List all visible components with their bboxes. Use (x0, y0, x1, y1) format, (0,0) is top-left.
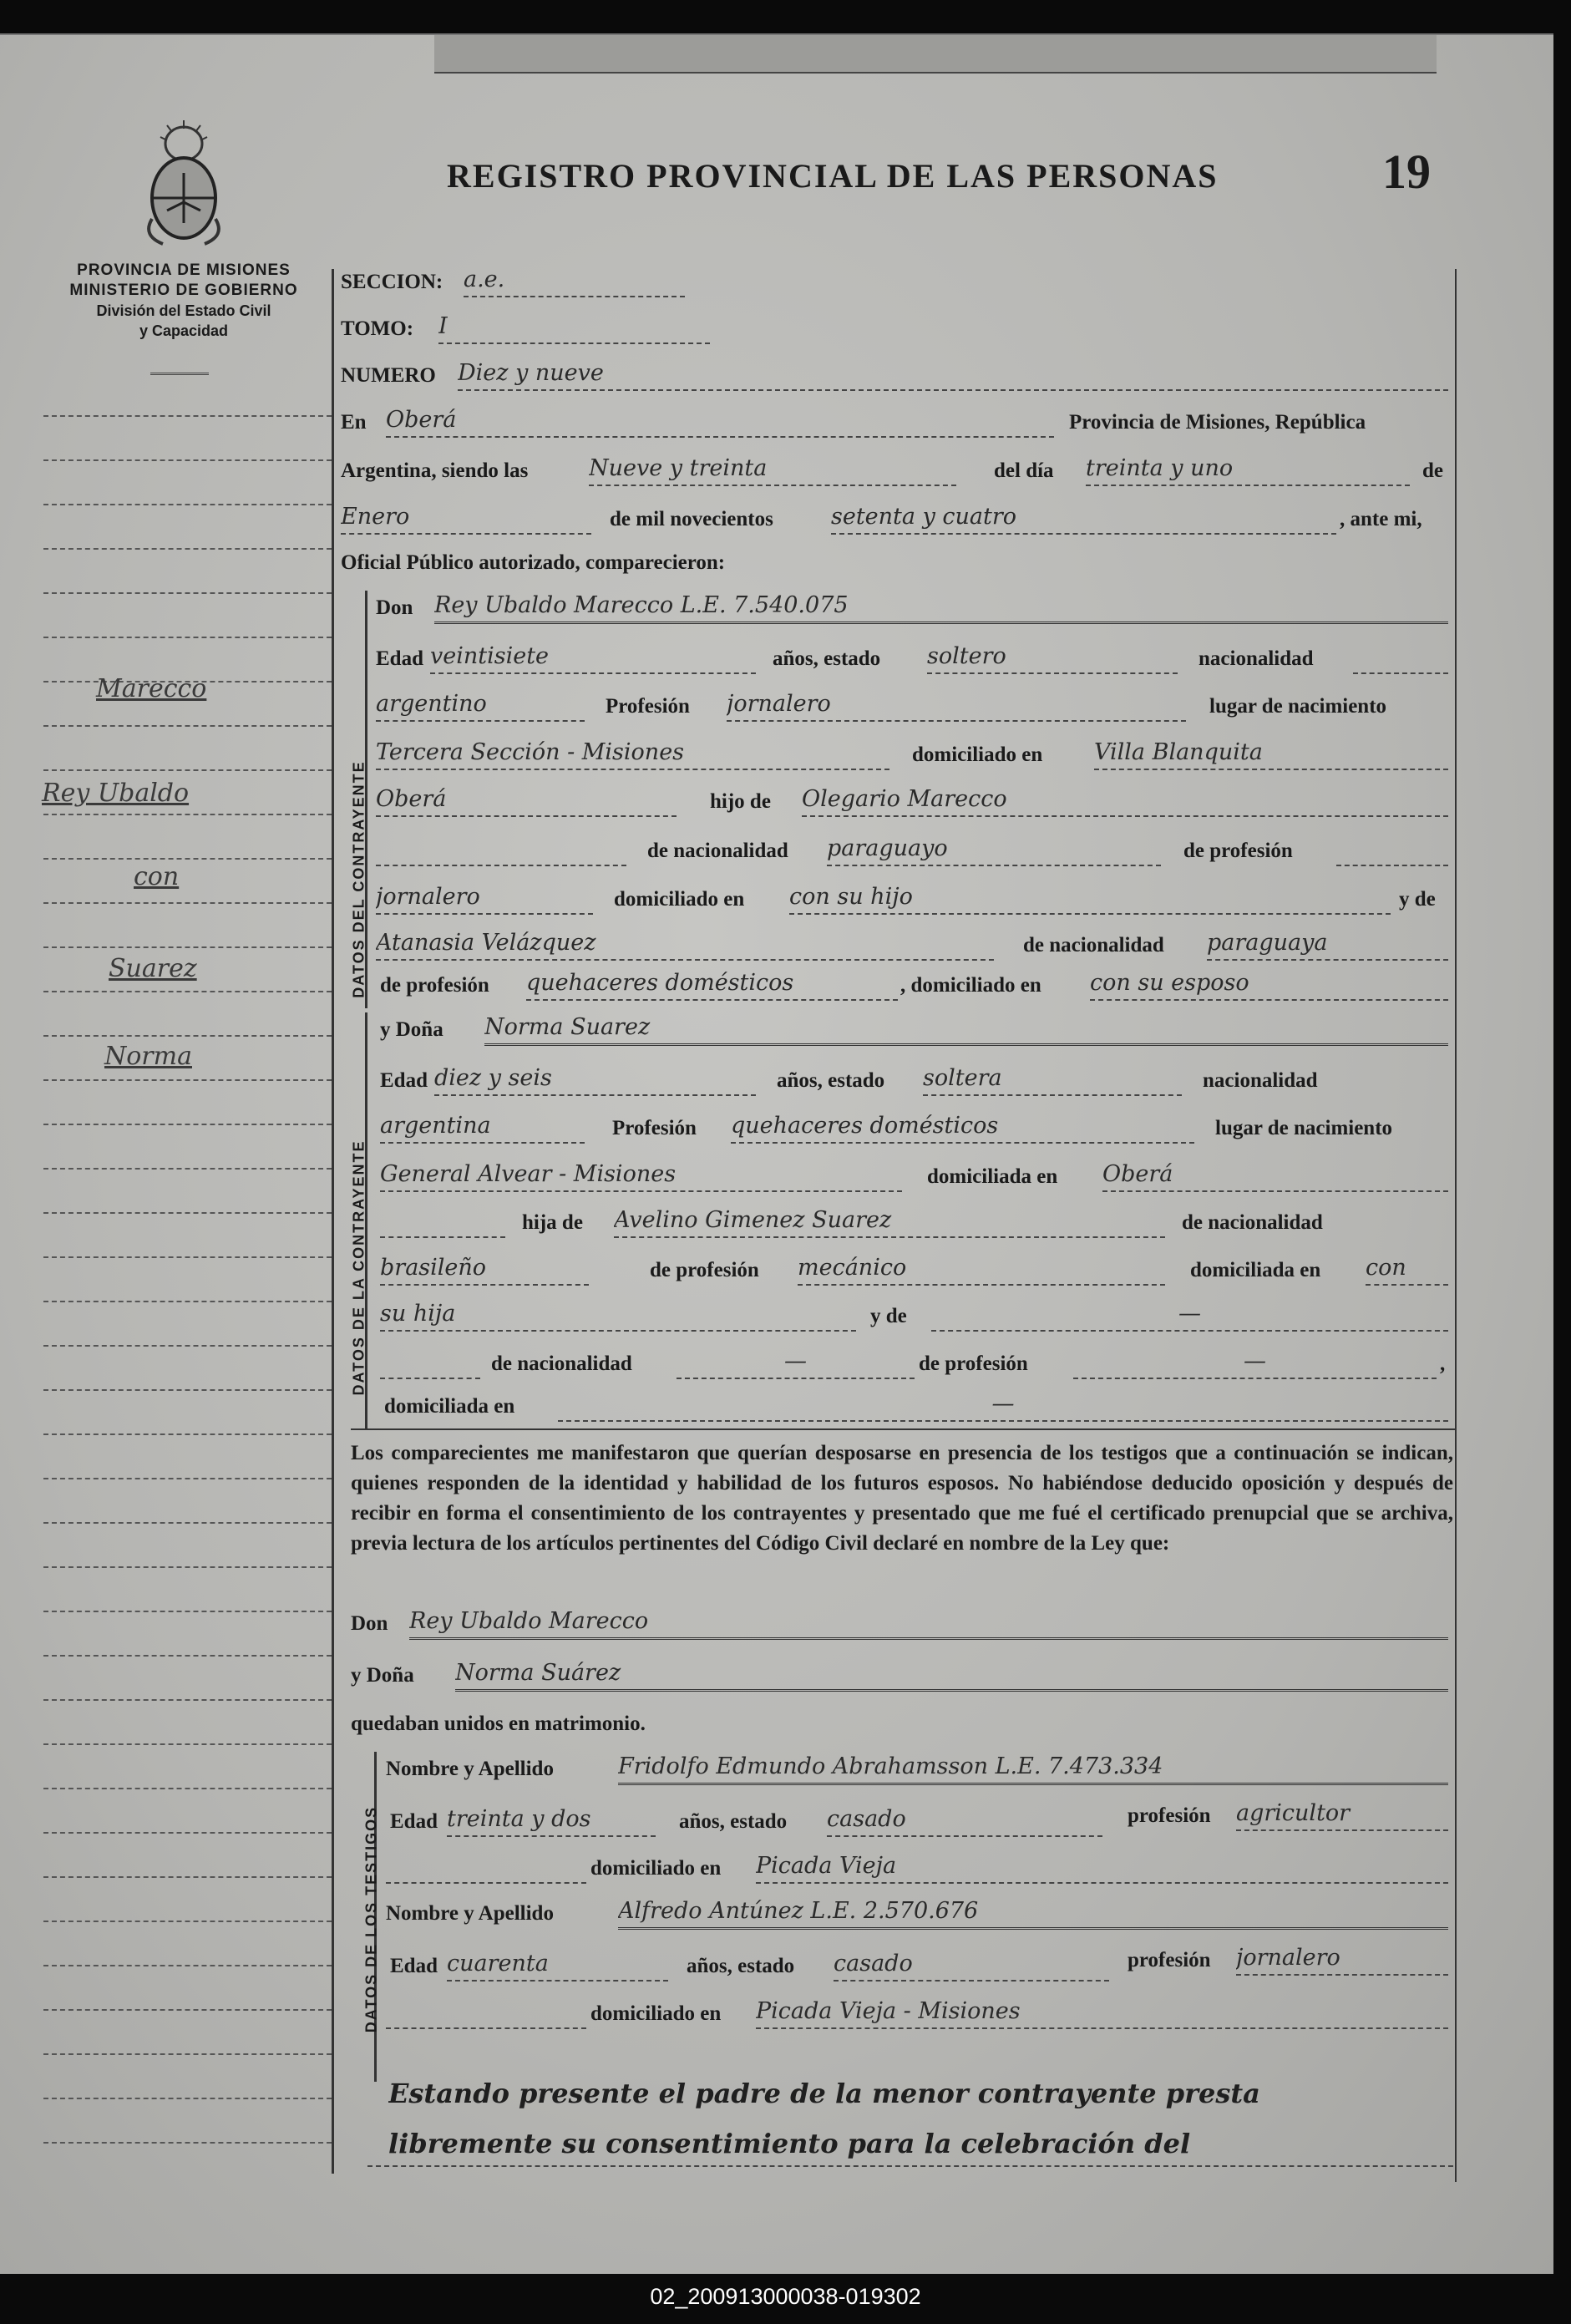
right-border (1455, 269, 1457, 2182)
nacionalidad-label-2: nacionalidad (1203, 1069, 1318, 1092)
margin-rule-line (43, 548, 332, 550)
de-profesion-label-4: de profesión (919, 1352, 1028, 1375)
don-final-label: Don (351, 1612, 388, 1635)
nombre-apellido-label-2: Nombre y Apellido (386, 1902, 554, 1925)
testigo1-domicilio-field[interactable]: Picada Vieja (756, 1850, 1448, 1884)
testigo1-edad-field[interactable]: treinta y dos (447, 1804, 656, 1837)
margin-rule-line (43, 1256, 332, 1258)
margin-rule-line (43, 814, 332, 815)
margin-rule-line (43, 902, 332, 904)
domiciliada-en-label-3: domiciliada en (384, 1395, 515, 1418)
novio-nombre-field[interactable]: Rey Ubaldo Marecco L.E. 7.540.075 (434, 590, 1448, 624)
novia-dom-blank[interactable] (380, 1205, 505, 1238)
madre-novia-dom-field[interactable]: — (558, 1388, 1448, 1422)
margin-rule-line (43, 1522, 332, 1524)
hora-field[interactable]: Nueve y treinta (589, 453, 956, 486)
margin-rule-line (43, 1389, 332, 1391)
margin-note-4: Suarez (109, 954, 197, 983)
margin-rule-line (43, 1788, 332, 1789)
ministry-line-3: División del Estado Civil (96, 302, 271, 319)
mes-field[interactable]: Enero (341, 501, 591, 535)
margin-rule-line (43, 2142, 332, 2144)
madre-novia-prof-field[interactable]: — (1073, 1346, 1437, 1379)
seccion-label: SECCION: (341, 271, 443, 293)
madre-novio-field[interactable]: Atanasia Velázquez (376, 927, 994, 961)
madre-novio-dom-field[interactable]: con su esposo (1090, 967, 1448, 1001)
seccion-field[interactable]: a.e. (464, 264, 685, 297)
margin-rule-line (43, 725, 332, 727)
margin-rule-line (43, 1345, 332, 1347)
lugar-nac-label: lugar de nacimiento (1209, 695, 1387, 718)
margin-divider (332, 269, 334, 2174)
ante-mi-label: , ante mi, (1340, 508, 1422, 530)
margin-rule-line (43, 991, 332, 992)
numero-field[interactable]: Diez y nueve (458, 358, 1448, 391)
testigos-side-label: DATOS DE LOS TESTIGOS (362, 1805, 380, 2033)
margin-rule-line (43, 1212, 332, 1214)
note-underline (367, 2165, 1453, 2167)
register-page (0, 33, 1553, 2274)
testigo2-edad-field[interactable]: cuarenta (447, 1948, 668, 1981)
hijo-de-label: hijo de (710, 790, 771, 813)
padre-novio-blank[interactable] (376, 833, 626, 866)
anos-estado-label: años, estado (773, 647, 881, 670)
testigo2-profesion-field[interactable]: jornalero (1236, 1942, 1448, 1976)
page-number: 19 (1382, 145, 1431, 199)
margin-rule-line (43, 2098, 332, 2099)
domiciliada-label: domiciliada en (927, 1165, 1058, 1188)
padre-novio-nac-field[interactable]: paraguayo (827, 833, 1161, 866)
edad-label-2: Edad (380, 1069, 428, 1092)
margin-rule-line (43, 1832, 332, 1834)
margin-rule-line (43, 1699, 332, 1701)
de-mil-label: de mil novecientos (610, 508, 773, 530)
novio-profesion-field[interactable]: jornalero (727, 688, 1186, 722)
margin-rule-line (43, 1079, 332, 1081)
padre-novia-prof-field[interactable]: mecánico (798, 1252, 1165, 1286)
domiciliado-en-label-4: domiciliado en (590, 2002, 722, 2025)
edad-label-3: Edad (390, 1810, 438, 1833)
margin-rule-line (43, 1124, 332, 1125)
novia-lugar-nac-field[interactable]: General Alvear - Misiones (380, 1159, 902, 1192)
margin-rule-line (43, 946, 332, 948)
ministry-line-4: y Capacidad (139, 322, 229, 339)
madre-novia-nac-field[interactable]: — (677, 1346, 915, 1379)
novia-nac-field[interactable]: argentina (380, 1110, 585, 1144)
domiciliado-en-label: domiciliado en (614, 888, 745, 911)
coat-of-arms-icon (134, 119, 234, 252)
profesion-label-2: Profesión (612, 1117, 697, 1139)
margin-rule-line (43, 637, 332, 638)
madre-novia-field[interactable]: — (931, 1298, 1448, 1332)
profesion-label: Profesión (606, 695, 690, 718)
margin-rule-line (43, 858, 332, 860)
testigo2-domicilio-field[interactable]: Picada Vieja - Misiones (756, 1996, 1448, 2029)
ministry-underline (150, 373, 209, 375)
de-nacionalidad-label-2: de nacionalidad (1023, 934, 1164, 956)
lugar-nac-label-2: lugar de nacimiento (1215, 1117, 1393, 1139)
margin-rule-line (43, 1965, 332, 1966)
margin-rule-line (43, 1168, 332, 1170)
novio-estado-field[interactable]: soltero (927, 641, 1178, 674)
margin-rule-line (43, 1301, 332, 1302)
margin-rule-line (43, 769, 332, 771)
nacionalidad-label: nacionalidad (1199, 647, 1314, 670)
novia-domicilio-field[interactable]: Oberá (1102, 1159, 1448, 1192)
novio-lugar-nac-field[interactable]: Tercera Sección - Misiones (376, 737, 889, 770)
margin-rule-line (43, 1743, 332, 1745)
comma-mark: , (1440, 1352, 1446, 1375)
tomo-field[interactable]: I (438, 311, 710, 344)
quedaban-label: quedaban unidos en matrimonio. (351, 1713, 646, 1735)
ministry-line-2: MINISTERIO DE GOBIERNO (69, 282, 298, 299)
margin-rule-line (43, 2009, 332, 2011)
en-label: En (341, 411, 367, 434)
testigo1-estado-field[interactable]: casado (827, 1804, 1102, 1837)
anio-field[interactable]: setenta y cuatro (831, 501, 1336, 535)
madre-novio-nac-field[interactable]: paraguaya (1207, 927, 1448, 961)
margin-rule-line (43, 1433, 332, 1435)
margin-rule-line (43, 415, 332, 417)
de-nacionalidad-label-3: de nacionalidad (1182, 1211, 1323, 1234)
edad-label: Edad (376, 647, 423, 670)
margin-rule-line (43, 1876, 332, 1878)
padre-novia-dom-field[interactable]: con (1366, 1252, 1448, 1286)
domiciliado-en-label-3: domiciliado en (590, 1857, 722, 1880)
de-profesion-label-2: de profesión (380, 974, 489, 997)
handwritten-note-line-2: libremente su consentimiento para la celebración del (388, 2128, 1191, 2159)
image-caption: 02_200913000038-019302 (650, 2284, 921, 2309)
testigo2-nombre-field[interactable]: Alfredo Antúnez L.E. 2.570.676 (618, 1895, 1448, 1930)
madre-novio-prof-field[interactable]: quehaceres domésticos (526, 967, 898, 1001)
handwritten-note-line-1: Estando presente el padre de la menor contrayente presta (388, 2078, 1260, 2109)
novia-edad-field[interactable]: diez y seis (434, 1063, 756, 1096)
de-profesion-label: de profesión (1183, 840, 1293, 862)
edad-label-4: Edad (390, 1955, 438, 1977)
novio-domicilio-field[interactable]: Villa Blanquita (1094, 737, 1448, 770)
nacionalidad-blank[interactable] (1353, 641, 1448, 674)
y-de-label-2: y de (870, 1305, 907, 1327)
numero-label: NUMERO (341, 364, 436, 387)
hija-de-label: hija de (522, 1211, 583, 1234)
de-label: de (1422, 459, 1443, 482)
profesion-t-label-2: profesión (1128, 1949, 1211, 1971)
margin-rule-line (43, 1611, 332, 1612)
margin-rule-line (43, 592, 332, 594)
contrayenta-side-label: DATOS DE LA CONTRAYENTE (350, 1139, 367, 1396)
testigo2-dom-blank[interactable] (386, 1996, 586, 2029)
padre-novio-dom-field[interactable]: con su hijo (789, 881, 1391, 915)
novia-nombre-field[interactable]: Norma Suarez (484, 1012, 1448, 1046)
margin-note-3: con (134, 862, 180, 891)
don-label: Don (376, 596, 413, 619)
domiciliado-en-label-2: , domiciliado en (900, 974, 1041, 997)
y-dona-label: y Doña (380, 1018, 443, 1041)
contrayente-side-label: DATOS DEL CONTRAYENTE (350, 760, 367, 998)
padre-novia-field[interactable]: Avelino Gimenez Suarez (614, 1205, 1165, 1238)
ministry-line-1: PROVINCIA DE MISIONES (77, 261, 291, 279)
y-de-label: y de (1399, 888, 1436, 911)
anos-estado-label-2: años, estado (777, 1069, 885, 1092)
margin-rule-line (43, 1655, 332, 1657)
lugar-field[interactable]: Oberá (386, 404, 1054, 438)
margin-note-5: Norma (104, 1042, 192, 1071)
provincia-label: Provincia de Misiones, República (1069, 411, 1366, 434)
oficial-label: Oficial Público autorizado, comparecieron: (341, 551, 726, 574)
dona-final-field[interactable]: Norma Suárez (455, 1657, 1448, 1692)
margin-note-1: Marecco (96, 674, 207, 703)
section-divider (351, 1428, 1455, 1430)
margin-rule-line (43, 459, 332, 461)
tomo-label: TOMO: (341, 317, 414, 340)
domiciliado-label: domiciliado en (912, 743, 1043, 766)
dona-final-label: y Doña (351, 1664, 414, 1687)
testigo1-nombre-field[interactable]: Fridolfo Edmundo Abrahamsson L.E. 7.473.334 (618, 1751, 1448, 1785)
margin-rule-line (43, 1921, 332, 1922)
margin-rule-line (43, 1035, 332, 1037)
novio-nac-field[interactable]: argentino (376, 688, 585, 722)
de-nacionalidad-label-4: de nacionalidad (491, 1352, 632, 1375)
madre-novia-blank[interactable] (380, 1346, 480, 1379)
margin-rule-line (43, 504, 332, 505)
profesion-t-label: profesión (1128, 1804, 1211, 1827)
padre-novia-nac-field[interactable]: brasileño (380, 1252, 589, 1286)
novio-domicilio2-field[interactable]: Oberá (376, 784, 677, 817)
nombre-apellido-label: Nombre y Apellido (386, 1758, 554, 1780)
don-final-field[interactable]: Rey Ubaldo Marecco (409, 1606, 1448, 1640)
novia-profesion-field[interactable]: quehaceres domésticos (731, 1110, 1194, 1144)
de-nacionalidad-label: de nacionalidad (647, 840, 788, 862)
margin-rule-line (43, 1566, 332, 1568)
padre-novia-dom2-field[interactable]: su hija (380, 1298, 856, 1332)
de-profesion-label-3: de profesión (650, 1259, 759, 1281)
anos-estado-label-4: años, estado (687, 1955, 795, 1977)
margin-rule-line (43, 1478, 332, 1479)
domiciliada-en-label-2: domiciliada en (1190, 1259, 1321, 1281)
page-title: REGISTRO PROVINCIAL DE LAS PERSONAS (447, 157, 1219, 195)
margin-rule-line (43, 2053, 332, 2055)
dia-field[interactable]: treinta y uno (1086, 453, 1410, 486)
declaration-paragraph: Los comparecientes me manifestaron que querían desposarse en presencia de los testigos que a continuación se indican, quienes responden de la identidad y habilidad de los futuros esposos. No habiéndose deducido oposición y después de recibir en forma el consentimiento de los contrayentes y presentado que me fué el certificado prenupcial que se archiva, previa lectura de los artículos pertinentes del Código Civil declaré en nombre de la Ley que: (351, 1442, 1453, 1555)
novio-edad-field[interactable]: veintisiete (430, 641, 756, 674)
ministry-heading (33, 261, 334, 341)
argentina-label: Argentina, siendo las (341, 459, 529, 482)
anos-estado-label-3: años, estado (679, 1810, 788, 1833)
del-dia-label: del día (994, 459, 1054, 482)
testigo2-estado-field[interactable]: casado (834, 1948, 1109, 1981)
padre-novio-prof-blank[interactable] (1336, 833, 1448, 866)
testigo1-profesion-field[interactable]: agricultor (1236, 1798, 1448, 1831)
testigo1-dom-blank[interactable] (386, 1850, 586, 1884)
margin-note-2: Rey Ubaldo (42, 779, 190, 808)
padre-novio-prof-field[interactable]: jornalero (376, 881, 593, 915)
padre-novio-field[interactable]: Olegario Marecco (802, 784, 1448, 817)
novia-estado-field[interactable]: soltera (923, 1063, 1182, 1096)
page-top-edge (434, 35, 1437, 74)
